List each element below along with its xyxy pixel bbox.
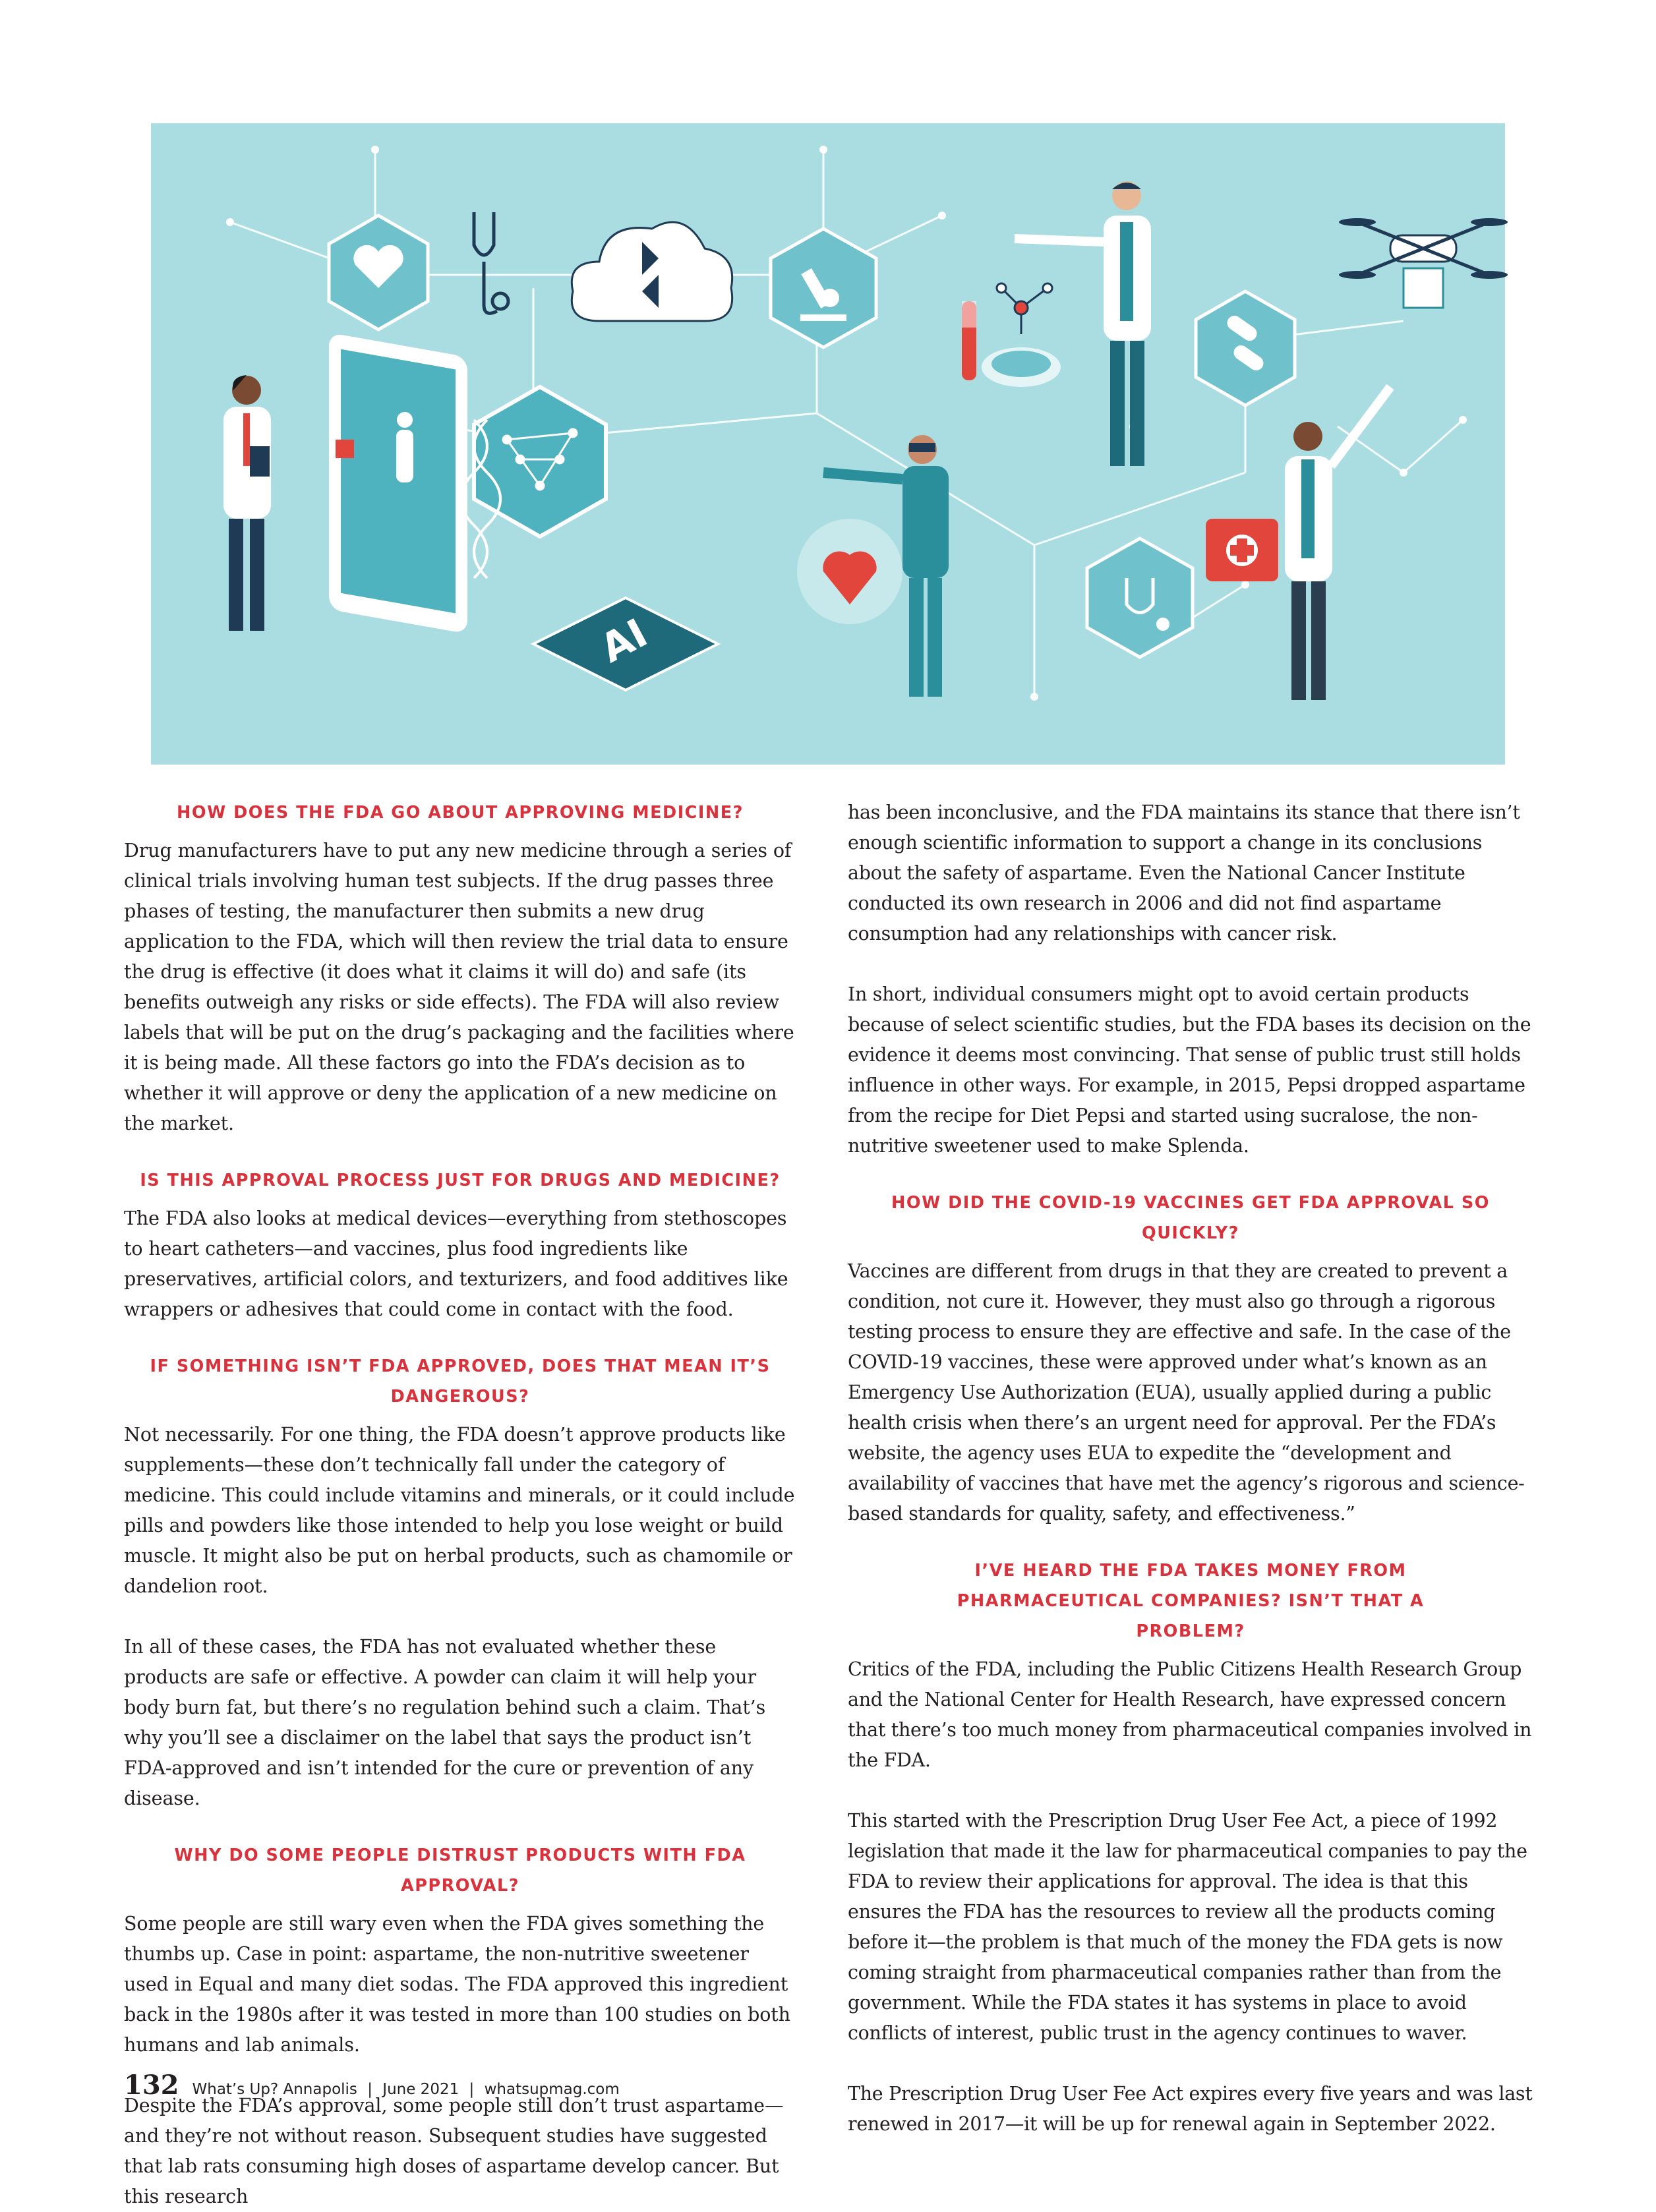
section-heading: HOW DID THE COVID-19 VACCINES GET FDA APPROVAL SO QUICKLY? [891, 1193, 1490, 1243]
section-paragraph: Some people are still wary even when the FDA gives something the thumbs up. Case in point: aspartame, the non-nutritive sweetener used in Equal and many diet sodas. The FDA approved this ingredient back in the 1980s after it was tested in more than 100 studies on both humans and lab animals. [124, 1913, 790, 2056]
molecule-icon [997, 283, 1052, 334]
ai-chip-icon [533, 598, 718, 690]
test-tube-icon [962, 301, 976, 380]
section-heading: HOW DOES THE FDA GO ABOUT APPROVING MEDICINE? [177, 803, 744, 823]
first-aid-kit-icon [1206, 519, 1278, 581]
ai-chip-label: AI [593, 610, 655, 672]
tablet-device-icon [329, 333, 467, 634]
section-heading: IS THIS APPROVAL PROCESS JUST FOR DRUGS AND MEDICINE? [140, 1171, 781, 1190]
petri-dish-icon [982, 347, 1061, 387]
page-number: 132 [124, 2070, 179, 2101]
heart-hologram-icon [797, 519, 902, 624]
doctor-with-clipboard-figure [223, 375, 271, 631]
stethoscope-hex-icon [1087, 538, 1193, 657]
right-column [848, 798, 1533, 2139]
section-paragraph: The Prescription Drug User Fee Act expires every five years and was last renewed in 2017—it will be up for renewal again in September 2022. [848, 2083, 1533, 2135]
stethoscope-icon [474, 212, 508, 313]
microscope-hex-icon [771, 229, 876, 347]
hero-illustration [151, 123, 1505, 765]
left-column [124, 798, 796, 2212]
cloud-icon [572, 222, 732, 321]
section-heading: I’VE HEARD THE FDA TAKES MONEY FROM PHARMACEUTICAL COMPANIES? ISN’T THAT A PROBLEM? [957, 1561, 1425, 1641]
website-link[interactable]: whatsupmag.com [484, 2081, 620, 2098]
healthcare-technology-illustration [151, 123, 1505, 765]
doctor-waving-figure [1285, 387, 1390, 700]
section-paragraph: Drug manufacturers have to put any new medicine through a series of clinical trials involving human test subjects. If the drug passes three phases of testing, the manufacturer then submits a new drug application to the FDA, which will then review the trial data to ensure the drug is effective (it does what it claims it will do) and safe (its benefits outweigh any risks or side effects). The FDA will also review labels that will be put on the drug’s packaging and the facilities where it is being made. All these factors go into the FDA’s decision as to whether it will approve or deny the application of a new medicine on the market. [124, 840, 794, 1134]
publication-name: What’s Up? Annapolis [192, 2081, 357, 2098]
continued-paragraph: In short, individual consumers might opt to avoid certain products because of select scientific studies, but the FDA bases its decision on the evidence it deems most convincing. That sense of public trust still holds influence in other ways. For example, in 2015, Pepsi dropped aspartame from the recipe for Diet Pepsi and started using sucralose, the non-nutritive sweetener used to make Splenda. [848, 983, 1531, 1157]
footer-publication-line [192, 2081, 620, 2098]
footer-separator: | [367, 2081, 372, 2098]
section-paragraph: Vaccines are different from drugs in that they are created to prevent a condition, not cure it. However, they must also go through a rigorous testing process to ensure they are effective and safe. In the case of the COVID-19 vaccines, these were approved under what’s known as an Emergency Use Authorization (EUA), usually applied during a public health crisis when there’s an urgent need for approval. Per the FDA’s website, the agency uses EUA to expedite the “development and availability of vaccines that have met the agency’s rigorous and science-based standards for quality, safety, and effectiveness.” [848, 1260, 1525, 1525]
section-paragraph: This started with the Prescription Drug User Fee Act, a piece of 1992 legislation that made it the law for pharmaceutical companies to pay the FDA to review their applications for approval. The idea is that this ensures the FDA has the resources to review all the products coming before it—the problem is that much of the money the FDA gets is now coming straight from pharmaceutical companies rather than from the government. While the FDA states it has systems in place to avoid conflicts of interest, public trust in the agency continues to waver. [848, 1810, 1527, 2044]
section-heading: WHY DO SOME PEOPLE DISTRUST PRODUCTS WITH FDA APPROVAL? [174, 1846, 746, 1896]
section-heading: IF SOMETHING ISN’T FDA APPROVED, DOES THAT MEAN IT’S DANGEROUS? [150, 1356, 771, 1407]
page-footer [124, 2070, 620, 2101]
section-paragraph: The FDA also looks at medical devices—everything from stethoscopes to heart catheters—and vaccines, plus food ingredients like preservatives, artificial colors, and texturizers, and food additives like wrappers or adhesives that could come in contact with the food. [124, 1208, 788, 1320]
delivery-drone-icon [1339, 218, 1508, 308]
heart-monitor-hex-icon [329, 216, 428, 330]
brain-network-hex-icon [474, 387, 606, 537]
footer-separator: | [469, 2081, 475, 2098]
issue-date: June 2021 [382, 2081, 459, 2098]
scientist-with-petri-dish-figure [1015, 181, 1151, 466]
section-paragraph: Critics of the FDA, including the Public Citizens Health Research Group and the National Center for Health Research, have expressed concern that there’s too much money from pharmaceutical companies involved in the FDA. [848, 1658, 1532, 1771]
section-paragraph: In all of these cases, the FDA has not evaluated whether these products are safe or effective. A powder can claim it will help your body burn fat, but there’s no regulation behind such a claim. That’s why you’ll see a disclaimer on the label that says the product isn’t FDA-approved and isn’t intended for the cure or prevention of any disease. [124, 1636, 766, 1809]
section-paragraph: Not necessarily. For one thing, the FDA doesn’t approve products like supplements—these don’t technically fall under the category of medicine. This could include vitamins and minerals, or it could include pills and powders like those intended to help you lose weight or build muscle. It might also be put on herbal products, such as chamomile or dandelion root. [124, 1424, 795, 1597]
continued-paragraph: has been inconclusive, and the FDA maintains its stance that there isn’t enough scientific information to support a change in its conclusions about the safety of aspartame. Even the National Cancer Institute conducted its own research in 2006 and did not find aspartame consumption had any relationships with cancer risk. [848, 801, 1520, 945]
section-paragraph: Despite the FDA’s approval, some people still don’t trust aspartame—and they’re not without reason. Subsequent studies have suggested that lab rats consuming high doses of aspartame develop cancer. But this research [124, 2095, 784, 2207]
pills-hex-icon [1196, 291, 1295, 405]
